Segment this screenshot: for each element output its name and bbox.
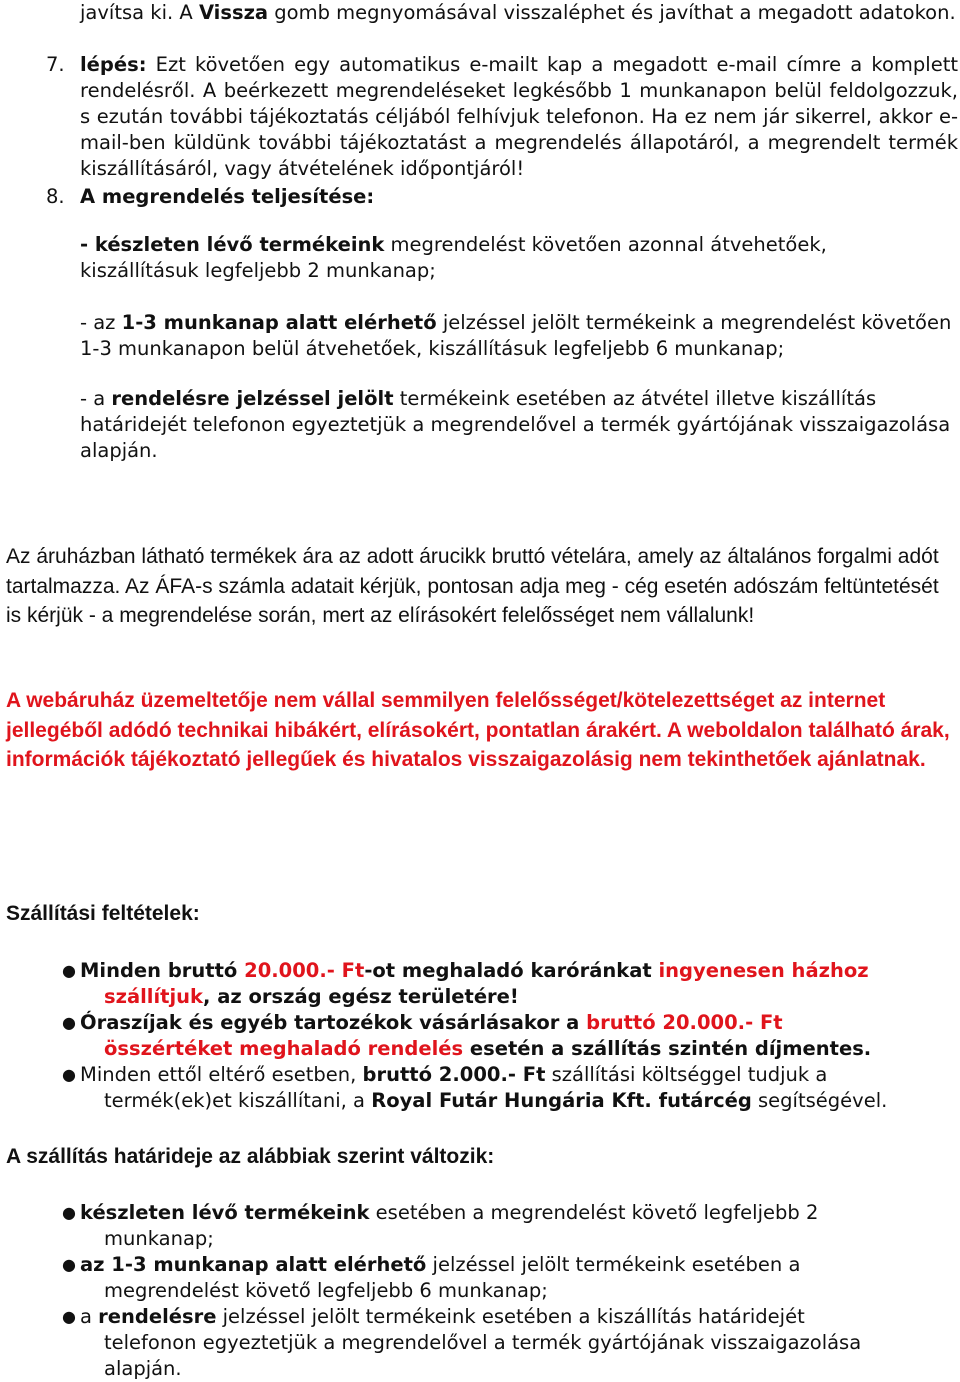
step7-number: 7. bbox=[46, 53, 65, 76]
deadline-item-1-3-days: ● az 1-3 munkanap alatt elérhető jelzéssel jelölt termékeink esetében a megrendelést követő legfeljebb 6 munkanap; bbox=[62, 1253, 801, 1302]
shipping-item-free: ● Minden bruttó 20.000.- Ft-ot meghaladó karóránkat ingyenesen házhoz szállítjuk, az ország egész területére! bbox=[62, 959, 869, 1008]
shipping-item-straps: ● Óraszíjak és egyéb tartozékok vásárlásakor a bruttó 20.000.- Ft összértéket meghaladó rendelés esetén a szállítás szintén díjmentes. bbox=[62, 1011, 872, 1060]
bullet-icon: ● bbox=[62, 961, 76, 980]
step8-item-stock: - készleten lévő termékeink megrendelést követően azonnal átvehetőek, kiszállításuk legfeljebb 2 munkanap; bbox=[80, 233, 827, 282]
bullet-icon: ● bbox=[62, 1065, 76, 1084]
bullet-icon: ● bbox=[62, 1203, 76, 1222]
bullet-icon: ● bbox=[62, 1255, 76, 1274]
price-note: Az áruházban látható termékek ára az adott árucikk bruttó vételára, amely az általános forgalmi adót tartalmazza. Az ÁFA-s számla adatait kérjük, pontosan adja meg - cég esetén adószám feltüntetését is kérjük - a megrendelése során, mert az elírásokért felelősséget nem vállalunk! bbox=[6, 545, 939, 627]
deadline-item-stock: ● készleten lévő termékeink esetében a megrendelést követő legfeljebb 2 munkanap; bbox=[62, 1201, 819, 1250]
bullet-icon: ● bbox=[62, 1307, 76, 1326]
bullet-icon: ● bbox=[62, 1013, 76, 1032]
shipping-list bbox=[0, 958, 960, 1114]
step8-item-1-3-days: - az 1-3 munkanap alatt elérhető jelzéssel jelölt termékeink a megrendelést követően 1-3 munkanapon belül átvehetőek, kiszállításuk legfeljebb 6 munkanap; bbox=[80, 311, 952, 360]
step8-title: A megrendelés teljesítése: bbox=[80, 185, 375, 208]
deadline-item-on-order: ● a rendelésre jelzéssel jelölt termékeink esetében a kiszállítás határidejét telefonon egyeztetjük a megrendelővel a termék gyártójának visszaigazolása alapján. bbox=[62, 1305, 862, 1380]
step7-paragraph: lépés: Ezt követően egy automatikus e-mailt kap a megadott e-mail címre a komplett rendelésről. A beérkezett megrendeléseket legkésőbb 1 munkanapon belül feldolgozzuk, s ezután további tájékoztatás céljából felhívjuk telefonon. Ha ez nem jár sikerrel, akkor e-mail-ben küldünk további tájékoztatást a megrendelés állapotáról, a megrendelt termék kiszállításáról, vagy átvételének időpontjáról! bbox=[80, 53, 958, 180]
step6-tail: javítsa ki. A Vissza gomb megnyomásával visszaléphet és javíthat a megadott adatokon. bbox=[80, 1, 956, 24]
deadline-list bbox=[0, 1200, 960, 1382]
shipping-item-other: ● Minden ettől eltérő esetben, bruttó 2.000.- Ft szállítási költséggel tudjuk a termék(ek)et kiszállítani, a Royal Futár Hungária Kft. futárcég segítségével. bbox=[62, 1063, 888, 1112]
deadline-heading: A szállítás határideje az alábbiak szerint változik: bbox=[6, 1145, 495, 1168]
step8-number: 8. bbox=[46, 185, 65, 208]
shipping-heading: Szállítási feltételek: bbox=[6, 902, 200, 925]
disclaimer: A webáruház üzemeltetője nem vállal semmilyen felelősséget/kötelezettséget az internet jellegéből adódó technikai hibákért, elírásokért, pontatlan árakért. A weboldalon található árak, információk tájékoztató jellegűek és hivatalos visszaigazolásig nem tekinthetőek ajánlatnak. bbox=[6, 689, 950, 771]
step8-item-on-order: - a rendelésre jelzéssel jelölt termékeink esetében az átvétel illetve kiszállítás határidejét telefonon egyeztetjük a megrendelővel a termék gyártójának visszaigazolása alapján. bbox=[80, 387, 951, 462]
